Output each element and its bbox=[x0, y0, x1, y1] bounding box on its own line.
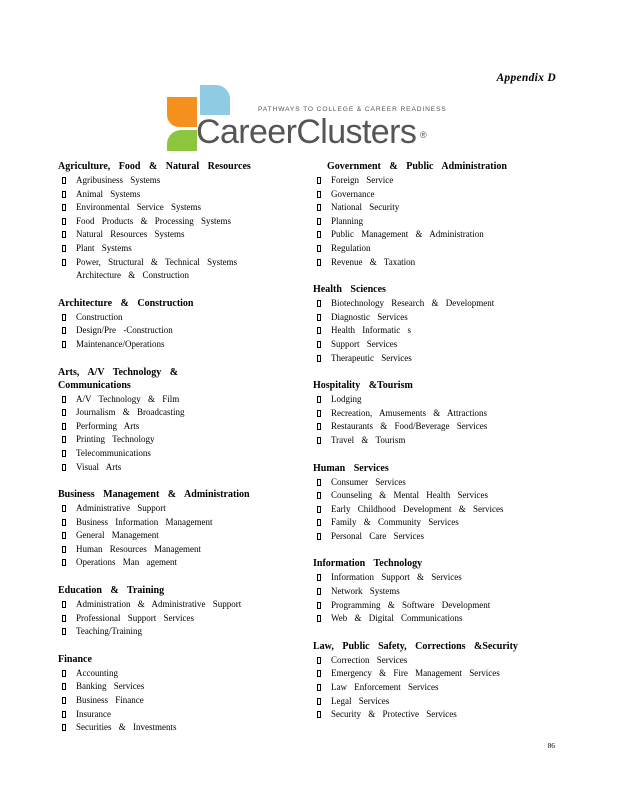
cluster-heading: Agriculture, Food & Natural Resources bbox=[58, 161, 251, 172]
bullet-box-icon bbox=[62, 409, 66, 416]
bullet-box-icon bbox=[62, 341, 66, 348]
pathway-label: Information Support & Services bbox=[331, 572, 462, 583]
bullet-box-icon bbox=[62, 314, 66, 321]
pathway-label: Legal Services bbox=[331, 695, 390, 706]
pathway-item bbox=[58, 708, 308, 722]
pathway-label: Securities & Investments bbox=[76, 722, 177, 733]
bullet-box-icon bbox=[317, 231, 321, 238]
bullet-box-icon bbox=[62, 601, 66, 608]
bullet-box-icon bbox=[62, 670, 66, 677]
logo-tagline: PATHWAYS TO COLLEGE & CAREER READINESS bbox=[258, 106, 447, 113]
cluster-heading: Business Management & Administration bbox=[58, 489, 250, 501]
pathway-label: General Management bbox=[76, 530, 159, 541]
bullet-box-icon bbox=[317, 519, 321, 526]
bullet-box-icon bbox=[62, 259, 66, 266]
pathway-label: Banking Services bbox=[76, 681, 145, 692]
cluster-heading-continued: Communications bbox=[58, 379, 131, 391]
pathway-label: Environmental Service Systems bbox=[76, 202, 201, 213]
pathway-label: Recreation, Amusements & Attractions bbox=[331, 407, 487, 418]
pathway-label: Planning bbox=[331, 215, 364, 226]
pathway-item bbox=[313, 352, 573, 366]
bullet-box-icon bbox=[62, 204, 66, 211]
bullet-box-icon bbox=[317, 670, 321, 677]
appendix-label: Appendix D bbox=[496, 72, 556, 84]
pathway-item bbox=[58, 393, 308, 407]
pathway-label: Printing Technology bbox=[76, 434, 155, 445]
pathway-label: Telecommunications bbox=[76, 447, 151, 458]
pathway-label: Visual Arts bbox=[76, 461, 122, 472]
pathway-item bbox=[313, 188, 573, 202]
cluster-section-law-public-safety-corrections-security bbox=[313, 641, 573, 722]
pathway-item bbox=[313, 434, 573, 448]
pathway-label: Business Finance bbox=[76, 695, 144, 706]
cluster-section-information-technology bbox=[313, 558, 573, 625]
bullet-box-icon bbox=[62, 559, 66, 566]
cluster-heading: Finance bbox=[58, 653, 92, 665]
bullet-box-icon bbox=[317, 410, 321, 417]
pathway-item bbox=[313, 503, 573, 517]
pathway-item bbox=[58, 406, 308, 420]
pathway-label: Programming & Software Development bbox=[331, 599, 491, 610]
bullet-box-icon bbox=[317, 341, 321, 348]
bullet-box-icon bbox=[317, 506, 321, 513]
pathway-item bbox=[58, 516, 308, 530]
pathway-item bbox=[58, 447, 308, 461]
logo-green-tile bbox=[167, 130, 197, 151]
pathway-item bbox=[58, 201, 308, 215]
bullet-box-icon bbox=[317, 259, 321, 266]
pathway-label: Human Resources Management bbox=[76, 543, 201, 554]
bullet-box-icon bbox=[62, 218, 66, 225]
pathway-list bbox=[58, 502, 308, 570]
pathway-list bbox=[58, 598, 308, 639]
cluster-section-agriculture-food-natural-resources bbox=[58, 161, 308, 283]
bullet-box-icon bbox=[62, 245, 66, 252]
pathway-list bbox=[313, 654, 573, 722]
cluster-section-hospitality-tourism bbox=[313, 380, 573, 447]
bullet-box-icon bbox=[317, 423, 321, 430]
bullet-box-icon bbox=[317, 300, 321, 307]
pathway-label: Correction Services bbox=[331, 654, 408, 665]
page-number: 86 bbox=[547, 741, 555, 750]
pathway-label: Emergency & Fire Management Services bbox=[331, 668, 500, 679]
pathway-label: Journalism & Broadcasting bbox=[76, 407, 185, 418]
bullet-box-icon bbox=[317, 218, 321, 225]
bullet-box-icon bbox=[317, 684, 321, 691]
pathway-item bbox=[58, 556, 308, 570]
registered-mark: ® bbox=[420, 130, 427, 140]
pathway-label: Design/Pre -Construction bbox=[76, 325, 173, 336]
bullet-box-icon bbox=[317, 177, 321, 184]
bullet-box-icon bbox=[317, 533, 321, 540]
bullet-box-icon bbox=[317, 314, 321, 321]
pathway-list bbox=[58, 311, 308, 352]
bullet-box-icon bbox=[62, 711, 66, 718]
pathway-list bbox=[313, 476, 573, 544]
cluster-section-finance bbox=[58, 654, 308, 735]
pathway-item bbox=[58, 612, 308, 626]
cluster-heading: Arts, A/V Technology & bbox=[58, 366, 179, 378]
bullet-box-icon bbox=[62, 464, 66, 471]
pathway-label: Business Information Management bbox=[76, 516, 213, 527]
pathway-label: Agribusiness Systems bbox=[76, 175, 161, 185]
bullet-box-icon bbox=[62, 505, 66, 512]
bullet-box-icon bbox=[62, 191, 66, 198]
pathway-item bbox=[313, 393, 573, 407]
cluster-heading: Government & Public Administration bbox=[327, 161, 507, 172]
pathway-item bbox=[313, 256, 573, 270]
pathway-label: Lodging bbox=[331, 394, 362, 405]
logo-wordmark: CareerClusters bbox=[196, 113, 417, 151]
pathway-item bbox=[313, 585, 573, 599]
pathway-item bbox=[313, 476, 573, 490]
pathway-label: Support Services bbox=[331, 338, 398, 349]
pathway-item bbox=[313, 174, 573, 188]
pathway-item bbox=[58, 694, 308, 708]
pathway-item bbox=[313, 297, 573, 311]
pathway-label: Security & Protective Services bbox=[331, 709, 457, 720]
pathway-item bbox=[58, 502, 308, 516]
bullet-box-icon bbox=[317, 245, 321, 252]
pathway-item bbox=[313, 489, 573, 503]
pathway-item bbox=[313, 708, 573, 722]
pathway-label: Public Management & Administration bbox=[331, 229, 484, 240]
bullet-box-icon bbox=[62, 231, 66, 238]
pathway-item bbox=[58, 338, 308, 352]
pathway-label: Teaching/Training bbox=[76, 626, 143, 637]
left-column bbox=[58, 161, 308, 750]
pathway-item bbox=[58, 242, 308, 256]
bullet-box-icon bbox=[317, 204, 321, 211]
cluster-heading: Information Technology bbox=[313, 558, 423, 570]
pathway-label: Natural Resources Systems bbox=[76, 229, 185, 240]
bullet-box-icon bbox=[317, 327, 321, 334]
pathway-item bbox=[58, 228, 308, 242]
pathway-label: Plant Systems bbox=[76, 242, 132, 253]
pathway-item bbox=[313, 599, 573, 613]
bullet-box-icon bbox=[62, 177, 66, 184]
logo-orange-tile bbox=[167, 97, 197, 127]
pathway-item bbox=[313, 242, 573, 256]
bullet-box-icon bbox=[62, 519, 66, 526]
bullet-box-icon bbox=[317, 698, 321, 705]
pathway-item bbox=[58, 667, 308, 681]
pathway-label: Accounting bbox=[76, 667, 118, 678]
pathway-item bbox=[58, 543, 308, 557]
pathway-item bbox=[58, 174, 308, 188]
pathway-item bbox=[58, 433, 308, 447]
bullet-box-icon bbox=[62, 532, 66, 539]
bullet-box-icon bbox=[62, 423, 66, 430]
pathway-label: Operations Man agement bbox=[76, 557, 177, 568]
cluster-section-health-sciences bbox=[313, 284, 573, 365]
pathway-label: Food Products & Processing Systems bbox=[76, 215, 232, 226]
pathway-label: Family & Community Services bbox=[331, 517, 459, 528]
pathway-item bbox=[313, 612, 573, 626]
pathway-item bbox=[58, 256, 308, 283]
bullet-box-icon bbox=[62, 396, 66, 403]
pathway-item bbox=[58, 680, 308, 694]
cluster-heading: Human Services bbox=[313, 462, 389, 474]
pathway-label: Governance bbox=[331, 188, 375, 199]
cluster-section-arts-a-v-technology bbox=[58, 367, 308, 475]
cluster-heading: Architecture & Construction bbox=[58, 297, 194, 309]
pathway-label: Foreign Service bbox=[331, 175, 394, 185]
pathway-label: Biotechnology Research & Development bbox=[331, 298, 495, 309]
pathway-label: Consumer Services bbox=[331, 476, 406, 487]
pathway-label: Professional Support Services bbox=[76, 612, 194, 623]
pathway-label: Administration & Administrative Support bbox=[76, 599, 242, 610]
pathway-label: Maintenance/Operations bbox=[76, 338, 165, 349]
bullet-box-icon bbox=[317, 355, 321, 362]
bullet-box-icon bbox=[317, 191, 321, 198]
bullet-box-icon bbox=[317, 574, 321, 581]
pathway-label: Therapeutic Services bbox=[331, 352, 412, 363]
bullet-box-icon bbox=[62, 724, 66, 731]
bullet-box-icon bbox=[62, 683, 66, 690]
cluster-section-human-services bbox=[313, 463, 573, 544]
pathway-item bbox=[313, 695, 573, 709]
cluster-section-education-training bbox=[58, 585, 308, 639]
pathway-label: Diagnostic Services bbox=[331, 311, 408, 322]
pathway-label: Regulation bbox=[331, 242, 371, 253]
pathway-list bbox=[313, 174, 573, 269]
pathway-label: Construction bbox=[76, 311, 123, 322]
pathway-label: Power, Structural & Technical Systems bbox=[76, 256, 238, 267]
bullet-box-icon bbox=[62, 546, 66, 553]
bullet-box-icon bbox=[62, 697, 66, 704]
cluster-heading: Hospitality &Tourism bbox=[313, 380, 413, 392]
pathway-list bbox=[58, 174, 308, 283]
bullet-box-icon bbox=[317, 479, 321, 486]
pathway-label: Law Enforcement Services bbox=[331, 682, 439, 693]
career-clusters-logo bbox=[163, 85, 447, 155]
pathway-item bbox=[58, 311, 308, 325]
pathway-item bbox=[58, 324, 308, 338]
pathway-item bbox=[313, 530, 573, 544]
cluster-section-business-management-administration bbox=[58, 489, 308, 570]
pathway-item bbox=[313, 228, 573, 242]
cluster-heading: Law, Public Safety, Corrections &Security bbox=[313, 640, 518, 652]
bullet-box-icon bbox=[317, 657, 321, 664]
pathway-label: Counseling & Mental Health Services bbox=[331, 490, 488, 501]
bullet-box-icon bbox=[317, 711, 321, 718]
pathway-label: Performing Arts bbox=[76, 420, 140, 431]
cluster-heading: Education & Training bbox=[58, 585, 165, 597]
pathway-label: A/V Technology & Film bbox=[76, 393, 180, 404]
pathway-item bbox=[58, 420, 308, 434]
pathway-label: Web & Digital Communications bbox=[331, 613, 463, 624]
bullet-box-icon bbox=[62, 436, 66, 443]
pathway-item bbox=[58, 598, 308, 612]
pathway-item bbox=[313, 516, 573, 530]
pathway-item bbox=[58, 529, 308, 543]
bullet-box-icon bbox=[62, 628, 66, 635]
pathway-label: Personal Care Services bbox=[331, 530, 424, 541]
cluster-heading: Health Sciences bbox=[313, 284, 386, 296]
pathway-item bbox=[313, 654, 573, 668]
pathway-item bbox=[313, 201, 573, 215]
pathway-item bbox=[313, 681, 573, 695]
bullet-box-icon bbox=[317, 602, 321, 609]
pathway-list bbox=[313, 297, 573, 365]
bullet-box-icon bbox=[62, 450, 66, 457]
pathway-label: Revenue & Taxation bbox=[331, 256, 416, 267]
pathway-item bbox=[313, 338, 573, 352]
pathway-item bbox=[313, 667, 573, 681]
pathway-label: Network Systems bbox=[331, 586, 400, 597]
right-column bbox=[313, 161, 573, 737]
bullet-box-icon bbox=[317, 615, 321, 622]
cluster-section-government-public-administration bbox=[313, 161, 573, 269]
pathway-item bbox=[58, 721, 308, 735]
pathway-item bbox=[313, 215, 573, 229]
pathway-label: Animal Systems bbox=[76, 188, 141, 199]
logo-blue-tile bbox=[200, 85, 230, 115]
pathway-item bbox=[313, 407, 573, 421]
bullet-box-icon bbox=[317, 492, 321, 499]
pathway-label: Health Informatic s bbox=[331, 325, 411, 336]
pathway-label: Insurance bbox=[76, 708, 111, 719]
pathway-item bbox=[313, 420, 573, 434]
pathway-label-continued: Architecture & Construction bbox=[76, 270, 189, 281]
pathway-item bbox=[313, 311, 573, 325]
pathway-item bbox=[313, 571, 573, 585]
pathway-item bbox=[58, 215, 308, 229]
pathway-list bbox=[58, 393, 308, 475]
pathway-label: Administrative Support bbox=[76, 503, 166, 514]
pathway-item bbox=[313, 324, 573, 338]
pathway-list bbox=[313, 393, 573, 447]
bullet-box-icon bbox=[317, 588, 321, 595]
pathway-item bbox=[58, 188, 308, 202]
pathway-item bbox=[58, 625, 308, 639]
pathway-list bbox=[313, 571, 573, 625]
bullet-box-icon bbox=[62, 615, 66, 622]
bullet-box-icon bbox=[62, 327, 66, 334]
bullet-box-icon bbox=[317, 396, 321, 403]
bullet-box-icon bbox=[317, 437, 321, 444]
pathway-list bbox=[58, 667, 308, 735]
cluster-section-architecture-construction bbox=[58, 298, 308, 352]
pathway-label: National Security bbox=[331, 202, 400, 213]
pathway-label: Travel & Tourism bbox=[331, 434, 406, 445]
pathway-label: Early Childhood Development & Services bbox=[331, 503, 504, 514]
pathway-label: Restaurants & Food/Beverage Services bbox=[331, 421, 488, 432]
pathway-item bbox=[58, 461, 308, 475]
